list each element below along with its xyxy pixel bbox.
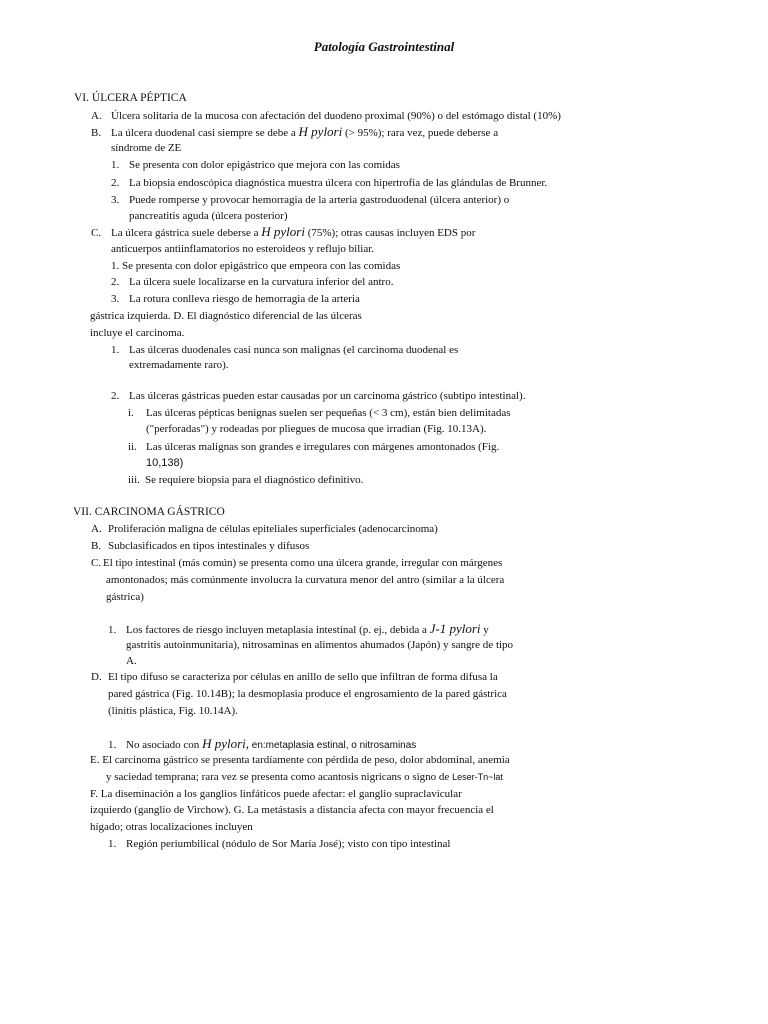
list-item-6di bbox=[128, 406, 511, 420]
section-heading-ulcera-peptica: VI. ÚLCERA PÉPTICA bbox=[74, 92, 187, 104]
list-text: Las úlceras malignas son grandes e irregulares con márgenes amontonados (Fig. bbox=[146, 441, 500, 453]
list-item-6b3 bbox=[111, 193, 509, 207]
list-text: Proliferación maligna de células epiteliales superficiales (adenocarcinoma) bbox=[108, 523, 438, 535]
list-item-7g1 bbox=[108, 837, 450, 851]
list-text: en:metaplasia estinal, o nitrosaminas bbox=[251, 740, 417, 751]
list-item-7d1 bbox=[108, 737, 416, 753]
list-label: 1. bbox=[111, 159, 120, 171]
list-text: y bbox=[483, 624, 489, 636]
list-label: C. bbox=[91, 557, 102, 569]
list-item-6d1 bbox=[111, 343, 458, 357]
list-label: A. bbox=[91, 523, 102, 535]
list-text: Se requiere biopsia para el diagnóstico definitivo. bbox=[145, 474, 364, 486]
list-label: i. bbox=[128, 407, 134, 419]
list-label: 2. bbox=[111, 276, 120, 288]
emphasis-text: H pylori, bbox=[202, 736, 250, 751]
list-item-continuation: gástrica izquierda. D. El diagnóstico diferencial de las úlceras bbox=[90, 310, 362, 322]
list-label: 3. bbox=[111, 293, 120, 305]
list-label: 1. bbox=[108, 739, 117, 751]
list-item-continuation: incluye el carcinoma. bbox=[90, 327, 185, 339]
list-item-6c1 bbox=[111, 259, 400, 273]
list-label: 1. bbox=[111, 344, 120, 356]
list-text: Puede romperse y provocar hemorragia de la arteria gastroduodenal (úlcera anterior) o bbox=[129, 194, 510, 206]
list-item-continuation: gastritis autoinmunitaria), nitrosaminas en alimentos ahumados (Japón) y sangre de tipo bbox=[126, 639, 514, 651]
list-item-6c2 bbox=[111, 275, 393, 289]
list-item-6a bbox=[91, 109, 561, 123]
paragraph-7f: F. La diseminación a los ganglios linfáticos puede afectar: el ganglio supraclavicular bbox=[90, 788, 462, 800]
list-item-6c bbox=[91, 225, 475, 240]
list-item-6d2 bbox=[111, 389, 525, 403]
list-item-7d bbox=[91, 670, 498, 684]
list-item-continuation: anticuerpos antiinflamatorios no esteroideos y reflujo biliar. bbox=[111, 243, 375, 255]
list-item-6b2 bbox=[111, 176, 547, 190]
list-text: La úlcera gástrica suele deberse a bbox=[111, 227, 259, 239]
list-item-7b bbox=[91, 539, 309, 553]
list-text: Región periumbilical (nódulo de Sor María José); visto con tipo intestinal bbox=[126, 838, 451, 850]
list-text: (75%); otras causas incluyen EDS por bbox=[307, 227, 476, 239]
list-text: Se presenta con dolor epigástrico que mejora con las comidas bbox=[129, 159, 400, 171]
list-label: A. bbox=[91, 110, 102, 122]
list-label: B. bbox=[91, 540, 102, 552]
emphasis-text: H pylori bbox=[298, 124, 343, 139]
list-text: Subclasificados en tipos intestinales y difusos bbox=[108, 540, 310, 552]
list-label: 2. bbox=[111, 390, 120, 402]
list-item-continuation: síndrome de ZE bbox=[111, 142, 182, 154]
list-label: 1. bbox=[108, 838, 117, 850]
list-item-6b1 bbox=[111, 158, 400, 172]
paragraph-text-small: Leser-Tn~lat bbox=[452, 772, 503, 782]
list-text: La úlcera duodenal casi siempre se debe a bbox=[111, 127, 296, 139]
list-item-continuation: gástrica) bbox=[106, 591, 144, 603]
list-text: El tipo intestinal (más común) se presenta como una úlcera grande, irregular con márgenes bbox=[103, 557, 503, 569]
list-text: Se presenta con dolor epigástrico que empeora con las comidas bbox=[122, 260, 401, 272]
list-item-continuation: (linitis plástica, Fig. 10.14A). bbox=[108, 705, 238, 717]
section-heading-carcinoma-gastrico: VII. CARCINOMA GÁSTRICO bbox=[73, 506, 225, 518]
list-text: La úlcera suele localizarse en la curvatura inferior del antro. bbox=[129, 276, 394, 288]
list-text: La biopsia endoscópica diagnóstica muestra úlcera con hipertrofia de las glándulas de Brunner. bbox=[129, 177, 548, 189]
list-item-6dii bbox=[128, 440, 499, 454]
paragraph-continuation bbox=[106, 770, 503, 784]
paragraph-text: y saciedad temprana; rara vez se presenta como acantosis nigricans o signo de bbox=[106, 771, 450, 783]
list-item-continuation: extremadamente raro). bbox=[129, 359, 229, 371]
list-label: 1. bbox=[111, 260, 120, 272]
list-item-7c bbox=[91, 556, 502, 570]
list-item-continuation: ("perforadas") y rodeadas por pliegues de mucosa que irradian (Fig. 10.13A). bbox=[146, 423, 487, 435]
document-title: Patología Gastrointestinal bbox=[313, 39, 455, 54]
list-text: (> 95%); rara vez, puede deberse a bbox=[344, 127, 499, 139]
list-label: iii. bbox=[128, 474, 140, 486]
paragraph-continuation: hígado; otras localizaciones incluyen bbox=[90, 821, 253, 833]
paragraph-continuation: izquierdo (ganglio de Virchow). G. La metástasis a distancia afecta con mayor frecuencia el bbox=[90, 804, 494, 816]
list-label: C. bbox=[91, 227, 102, 239]
paragraph-7e: E. El carcinoma gástrico se presenta tardíamente con pérdida de peso, dolor abdominal, anemia bbox=[90, 754, 510, 766]
list-text: Úlcera solitaria de la mucosa con afectación del duodeno proximal (90%) o del estómago distal (10%) bbox=[111, 110, 561, 122]
list-item-6c3 bbox=[111, 292, 360, 306]
emphasis-text: H pylori bbox=[261, 224, 305, 239]
list-text: Las úlceras pépticas benignas suelen ser pequeñas (< 3 cm), están bien delimitadas bbox=[146, 407, 511, 419]
list-label: 3. bbox=[111, 194, 120, 206]
list-text: No asociado con bbox=[126, 739, 200, 751]
list-item-6diii bbox=[128, 473, 363, 487]
list-item-7a bbox=[91, 522, 438, 536]
list-label: ii. bbox=[128, 441, 137, 453]
list-item-continuation: amontonados; más comúnmente involucra la curvatura menor del antro (similar a la úlcera bbox=[106, 574, 505, 586]
list-item-6b bbox=[91, 125, 498, 140]
list-item-7c1 bbox=[108, 622, 489, 637]
list-text: Las úlceras duodenales casi nunca son malignas (el carcinoma duodenal es bbox=[129, 344, 459, 356]
list-item-continuation: pancreatitis aguda (úlcera posterior) bbox=[129, 210, 288, 222]
list-item-continuation: A. bbox=[126, 655, 137, 667]
list-text: La rotura conlleva riesgo de hemorragia de la arteria bbox=[129, 293, 360, 305]
list-text: Los factores de riesgo incluyen metaplasia intestinal (p. ej., debida a bbox=[126, 624, 427, 636]
list-label: 1. bbox=[108, 624, 117, 636]
list-label: B. bbox=[91, 127, 102, 139]
list-item-continuation: 10,138) bbox=[146, 457, 184, 469]
emphasis-text: J-1 pylori bbox=[429, 621, 481, 636]
list-label: 2. bbox=[111, 177, 120, 189]
list-item-continuation: pared gástrica (Fig. 10.14B); la desmoplasia produce el engrosamiento de la pared gástrica bbox=[108, 688, 507, 700]
list-text: Las úlceras gástricas pueden estar causadas por un carcinoma gástrico (subtipo intestinal). bbox=[129, 390, 526, 402]
list-text: El tipo difuso se caracteriza por células en anillo de sello que infiltran de forma difusa la bbox=[108, 671, 498, 683]
list-label: D. bbox=[91, 671, 102, 683]
